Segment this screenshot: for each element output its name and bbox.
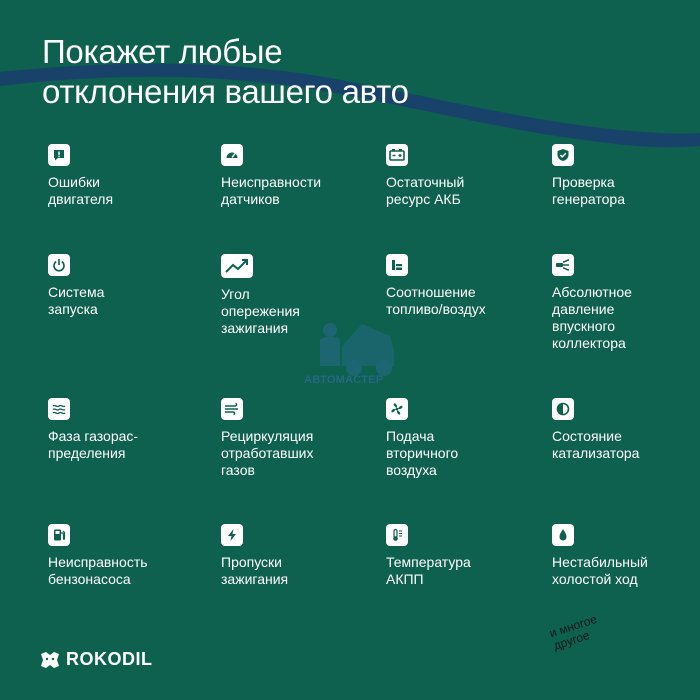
trend-icon xyxy=(221,254,253,278)
exhaust-icon xyxy=(221,398,243,420)
gauge-icon xyxy=(221,144,243,166)
manifold-icon xyxy=(552,254,574,276)
feature-label: Ошибки двигателя xyxy=(48,174,114,207)
feature-label: Неисправности датчиков xyxy=(221,174,322,207)
feature-sensor-faults xyxy=(221,144,381,208)
fan-icon xyxy=(386,398,408,420)
feature-misfire xyxy=(221,524,381,588)
watermark-text: АВТОМАСТЕР xyxy=(304,374,384,386)
feature-catalyst-state xyxy=(552,398,700,462)
feature-label: Пропуски зажигания xyxy=(221,554,289,587)
brand-logo xyxy=(40,649,153,670)
lightning-icon xyxy=(221,524,243,546)
feature-label: Система запуска xyxy=(48,284,105,317)
feature-valve-timing xyxy=(48,398,208,462)
waves-icon xyxy=(48,398,70,420)
feature-unstable-idle xyxy=(552,524,700,588)
feature-start-system xyxy=(48,254,208,318)
feature-label: Неисправность бензонасоса xyxy=(48,554,148,587)
feature-air-fuel-ratio xyxy=(386,254,546,318)
page-title xyxy=(42,32,409,112)
brand-name: ROKODIL xyxy=(66,649,153,669)
crocodile-icon xyxy=(40,651,60,669)
feature-label: Температура АКПП xyxy=(386,554,471,587)
feature-label: Рециркуляция отработавших газов xyxy=(221,428,314,478)
footer-note: и многое другое xyxy=(547,611,599,653)
feature-label: Угол опережения зажигания xyxy=(221,286,300,336)
feature-battery-life xyxy=(386,144,546,208)
feature-label: Подача вторичного воздуха xyxy=(386,428,459,478)
feature-generator-check xyxy=(552,144,700,208)
thermometer-icon xyxy=(386,524,408,546)
feature-transmission-temp xyxy=(386,524,546,588)
feature-label: Нестабильный холостой ход xyxy=(552,554,648,587)
feature-manifold-pressure xyxy=(552,254,700,352)
feature-label: Абсолютное давление впускного коллектора xyxy=(552,284,632,351)
feature-label: Проверка генератора xyxy=(552,174,625,207)
alert-icon xyxy=(48,144,70,166)
feature-label: Фаза газорас- пределения xyxy=(48,428,139,461)
feature-fuel-pump xyxy=(48,524,208,588)
feature-label: Соотношение топливо/воздух xyxy=(386,284,486,317)
feature-engine-errors xyxy=(48,144,208,208)
title-line-1: Покажет любые xyxy=(42,33,283,70)
half-circle-icon xyxy=(552,398,574,420)
feature-label: Состояние катализатора xyxy=(552,428,640,461)
power-icon xyxy=(48,254,70,276)
feature-secondary-air xyxy=(386,398,546,479)
bars-icon xyxy=(386,254,408,276)
drop-icon xyxy=(552,524,574,546)
feature-label: Остаточный ресурс АКБ xyxy=(386,174,465,207)
battery-icon xyxy=(386,144,408,166)
title-line-2: отклонения вашего авто xyxy=(42,73,409,110)
shield-check-icon xyxy=(552,144,574,166)
feature-egr xyxy=(221,398,381,479)
fuel-pump-icon xyxy=(48,524,70,546)
